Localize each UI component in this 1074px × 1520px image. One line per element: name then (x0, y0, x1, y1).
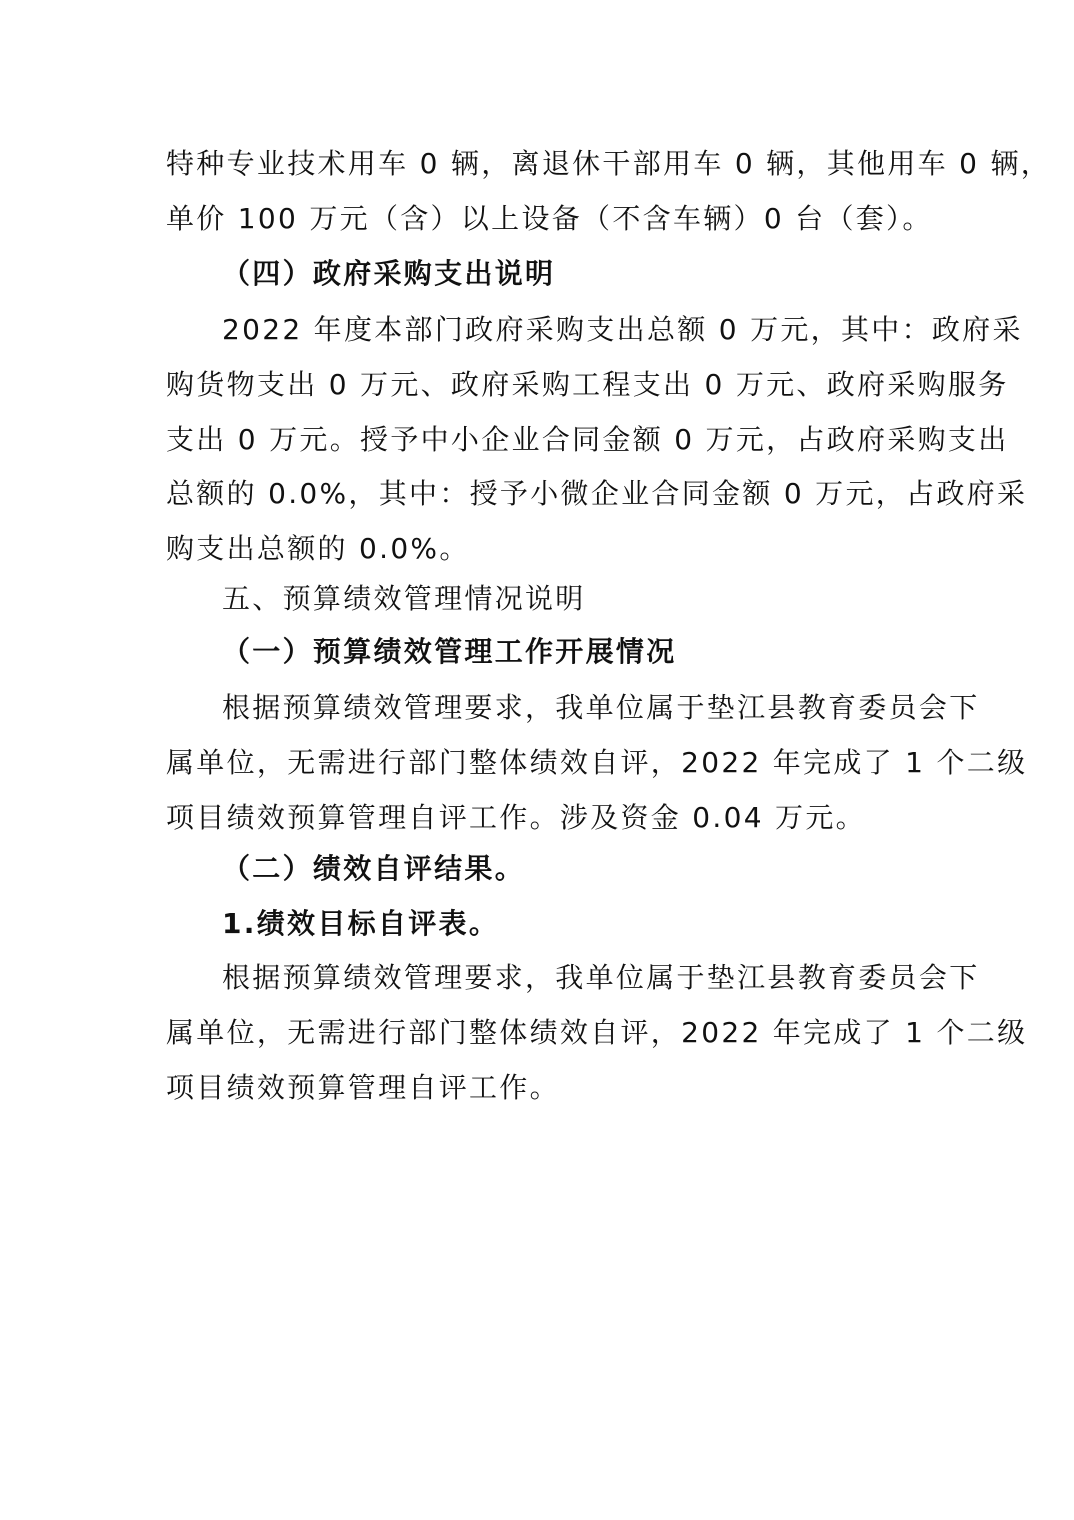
body-text-line: 根据预算绩效管理要求，我单位属于垫江县教育委员会下 (222, 961, 980, 994)
body-text-line: 2022 年度本部门政府采购支出总额 0 万元，其中：政府采 (222, 313, 1023, 346)
body-text-line: 特种专业技术用车 0 辆，离退休干部用车 0 辆，其他用车 0 辆， (166, 147, 1052, 180)
body-text-line: 属单位，无需进行部门整体绩效自评，2022 年完成了 1 个二级 (166, 746, 1028, 779)
body-text-line: 总额的 0.0%，其中：授予小微企业合同金额 0 万元，占政府采 (166, 477, 1028, 510)
body-text-line: 支出 0 万元。授予中小企业合同金额 0 万元，占政府采购支出 (166, 423, 1009, 456)
body-text-line: 单价 100 万元（含）以上设备（不含车辆）0 台（套）。 (166, 202, 933, 235)
subsection-heading-work-status: （一）预算绩效管理工作开展情况 (222, 635, 677, 668)
body-text-line: 购货物支出 0 万元、政府采购工程支出 0 万元、政府采购服务 (166, 368, 1009, 401)
item-heading-target-table: 1.绩效目标自评表。 (222, 907, 500, 940)
body-text-line: 购支出总额的 0.0%。 (166, 532, 470, 565)
body-text-line: 项目绩效预算管理自评工作。涉及资金 0.04 万元。 (166, 801, 866, 834)
body-text-line: 项目绩效预算管理自评工作。 (166, 1071, 560, 1104)
section-heading-performance-management: 五、预算绩效管理情况说明 (222, 582, 586, 615)
section-heading-government-procurement: （四）政府采购支出说明 (222, 257, 556, 290)
body-text-line: 属单位，无需进行部门整体绩效自评，2022 年完成了 1 个二级 (166, 1016, 1028, 1049)
subsection-heading-self-evaluation: （二）绩效自评结果。 (222, 852, 526, 885)
body-text-line: 根据预算绩效管理要求，我单位属于垫江县教育委员会下 (222, 691, 980, 724)
